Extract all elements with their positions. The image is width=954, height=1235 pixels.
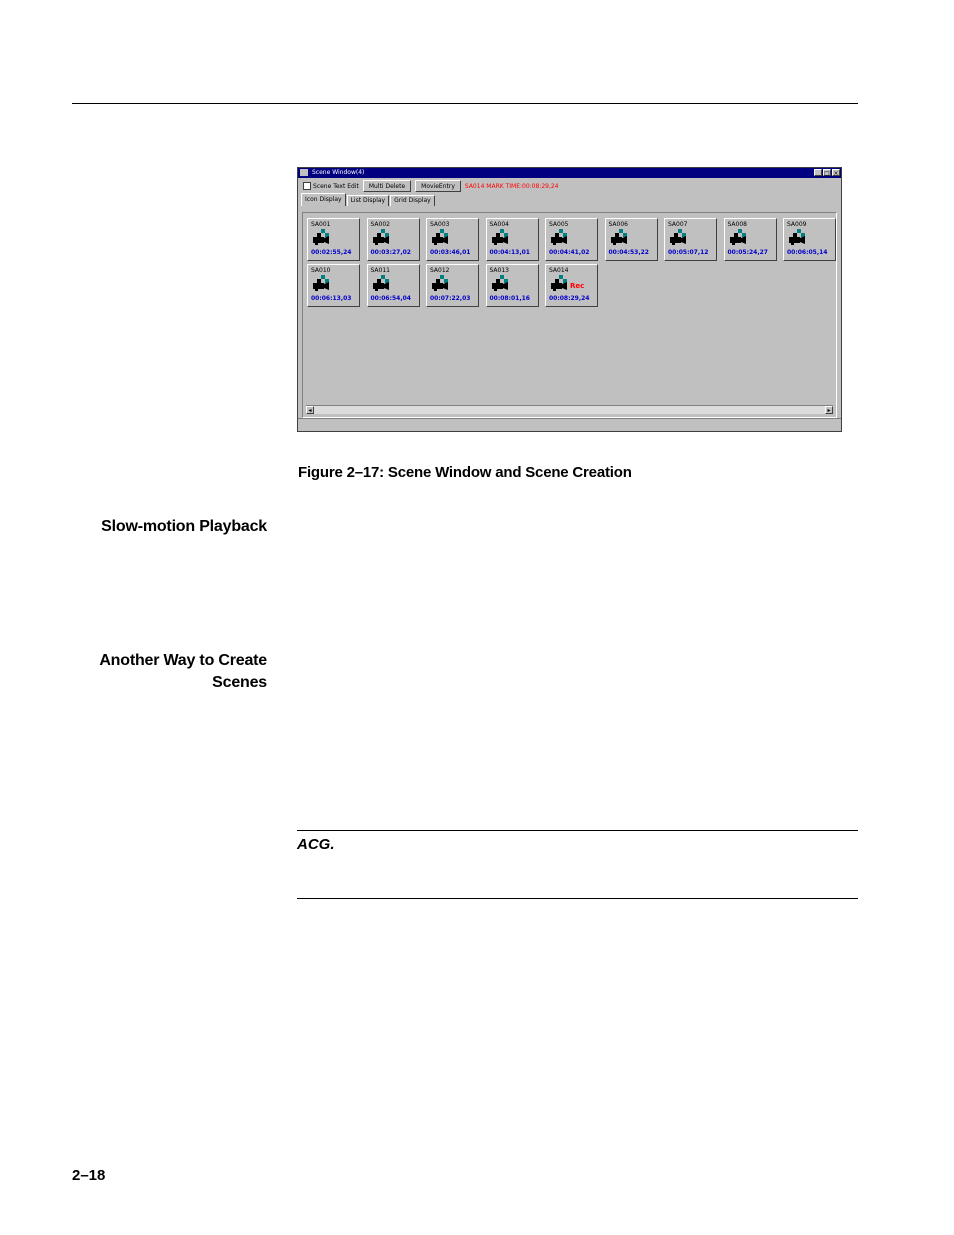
scene-name: SA004: [489, 221, 509, 228]
heading-line-2: Scenes: [212, 674, 267, 691]
scene-tile[interactable]: [486, 218, 539, 261]
window-toolbar: [298, 178, 841, 194]
scene-time: 00:02:55,24: [311, 249, 352, 256]
scene-time: 00:05:24,27: [727, 249, 768, 256]
scene-name: SA008: [727, 221, 747, 228]
display-tabs: [298, 194, 841, 206]
scene-name: SA007: [668, 221, 688, 228]
window-title: Scene Window(4): [312, 169, 365, 176]
scroll-left-icon[interactable]: ◂: [306, 406, 314, 414]
scene-tile[interactable]: [486, 264, 539, 307]
multi-delete-button[interactable]: Multi Delete: [363, 180, 411, 192]
scene-time: 00:07:22,03: [430, 295, 471, 302]
camera-icon: [730, 229, 746, 245]
scene-time: 00:04:13,01: [489, 249, 530, 256]
heading-another-way-to-create-scenes: [99, 650, 267, 694]
scroll-right-icon[interactable]: ▸: [825, 406, 833, 414]
scene-name: SA013: [489, 267, 509, 274]
scene-tile[interactable]: [783, 218, 836, 261]
figure-caption: Figure 2–17: Scene Window and Scene Creation: [298, 464, 632, 481]
scene-text-edit-label: Scene Text Edit: [313, 182, 359, 190]
scene-name: SA012: [430, 267, 450, 274]
tab-grid-display[interactable]: Grid Display: [390, 195, 435, 206]
scene-name: SA005: [549, 221, 569, 228]
top-rule: [72, 103, 858, 104]
window-statusbar: [298, 418, 841, 431]
scene-tile[interactable]: [426, 264, 479, 307]
note-rule-top: [297, 830, 858, 831]
scene-time: 00:06:05,14: [787, 249, 828, 256]
camera-icon: [789, 229, 805, 245]
scene-time: 00:08:01,16: [489, 295, 530, 302]
scene-tile[interactable]: [545, 264, 598, 307]
camera-icon: [611, 229, 627, 245]
camera-icon: [313, 275, 329, 291]
scene-name: SA001: [311, 221, 331, 228]
icon-display-panel: [302, 212, 837, 418]
scene-time: 00:03:27,02: [370, 249, 411, 256]
camera-icon: [551, 229, 567, 245]
horizontal-scrollbar[interactable]: [306, 405, 833, 414]
scene-tile[interactable]: [426, 218, 479, 261]
camera-icon: [670, 229, 686, 245]
scene-time: 00:03:46,01: [430, 249, 471, 256]
scene-name: SA002: [370, 221, 390, 228]
scene-name: SA009: [787, 221, 807, 228]
scene-tile[interactable]: [307, 264, 360, 307]
scene-tile[interactable]: [724, 218, 777, 261]
note-rule-bottom: [297, 898, 858, 899]
camera-icon: [373, 229, 389, 245]
heading-line-1: Another Way to Create: [99, 652, 267, 669]
note-label: ACG.: [297, 836, 335, 853]
camera-icon: [551, 275, 567, 291]
checkbox-box[interactable]: [303, 182, 311, 190]
scene-name: SA014: [549, 267, 569, 274]
scene-time: 00:05:07,12: [668, 249, 709, 256]
scene-time: 00:06:54,04: [370, 295, 411, 302]
scene-tile[interactable]: [545, 218, 598, 261]
rec-badge: Rec: [570, 282, 585, 290]
scene-name: SA011: [370, 267, 390, 274]
scene-window-screenshot: [297, 167, 842, 432]
scene-time: 00:04:53,22: [608, 249, 649, 256]
scene-tile[interactable]: [367, 218, 420, 261]
page-number: 2–18: [72, 1167, 106, 1184]
scene-tile[interactable]: [664, 218, 717, 261]
camera-icon: [492, 275, 508, 291]
camera-icon: [432, 229, 448, 245]
movie-entry-button[interactable]: MovieEntry: [415, 180, 461, 192]
tab-list-display[interactable]: List Display: [347, 195, 390, 206]
app-icon: [300, 169, 308, 176]
scene-time: 00:04:41,02: [549, 249, 590, 256]
minimize-icon[interactable]: _: [814, 169, 822, 176]
scene-text-edit-checkbox[interactable]: [303, 182, 359, 190]
close-icon[interactable]: ×: [833, 170, 839, 177]
mark-time-readout: SA014 MARK TIME:00:08:29,24: [464, 182, 559, 190]
camera-icon: [432, 275, 448, 291]
camera-icon: [492, 229, 508, 245]
scene-tile[interactable]: [605, 218, 658, 261]
camera-icon: [373, 275, 389, 291]
scene-name: SA003: [430, 221, 450, 228]
heading-slow-motion-playback: Slow-motion Playback: [101, 518, 267, 535]
camera-icon: [313, 229, 329, 245]
scene-time: 00:06:13,03: [311, 295, 352, 302]
window-titlebar: [298, 168, 841, 178]
scene-tile[interactable]: [367, 264, 420, 307]
tab-icon-display[interactable]: Icon Display: [301, 193, 346, 206]
scene-tile[interactable]: [307, 218, 360, 261]
scene-name: SA006: [608, 221, 628, 228]
scene-time: 00:08:29,24: [549, 295, 590, 302]
maximize-icon[interactable]: □: [824, 170, 830, 177]
scene-name: SA010: [311, 267, 331, 274]
